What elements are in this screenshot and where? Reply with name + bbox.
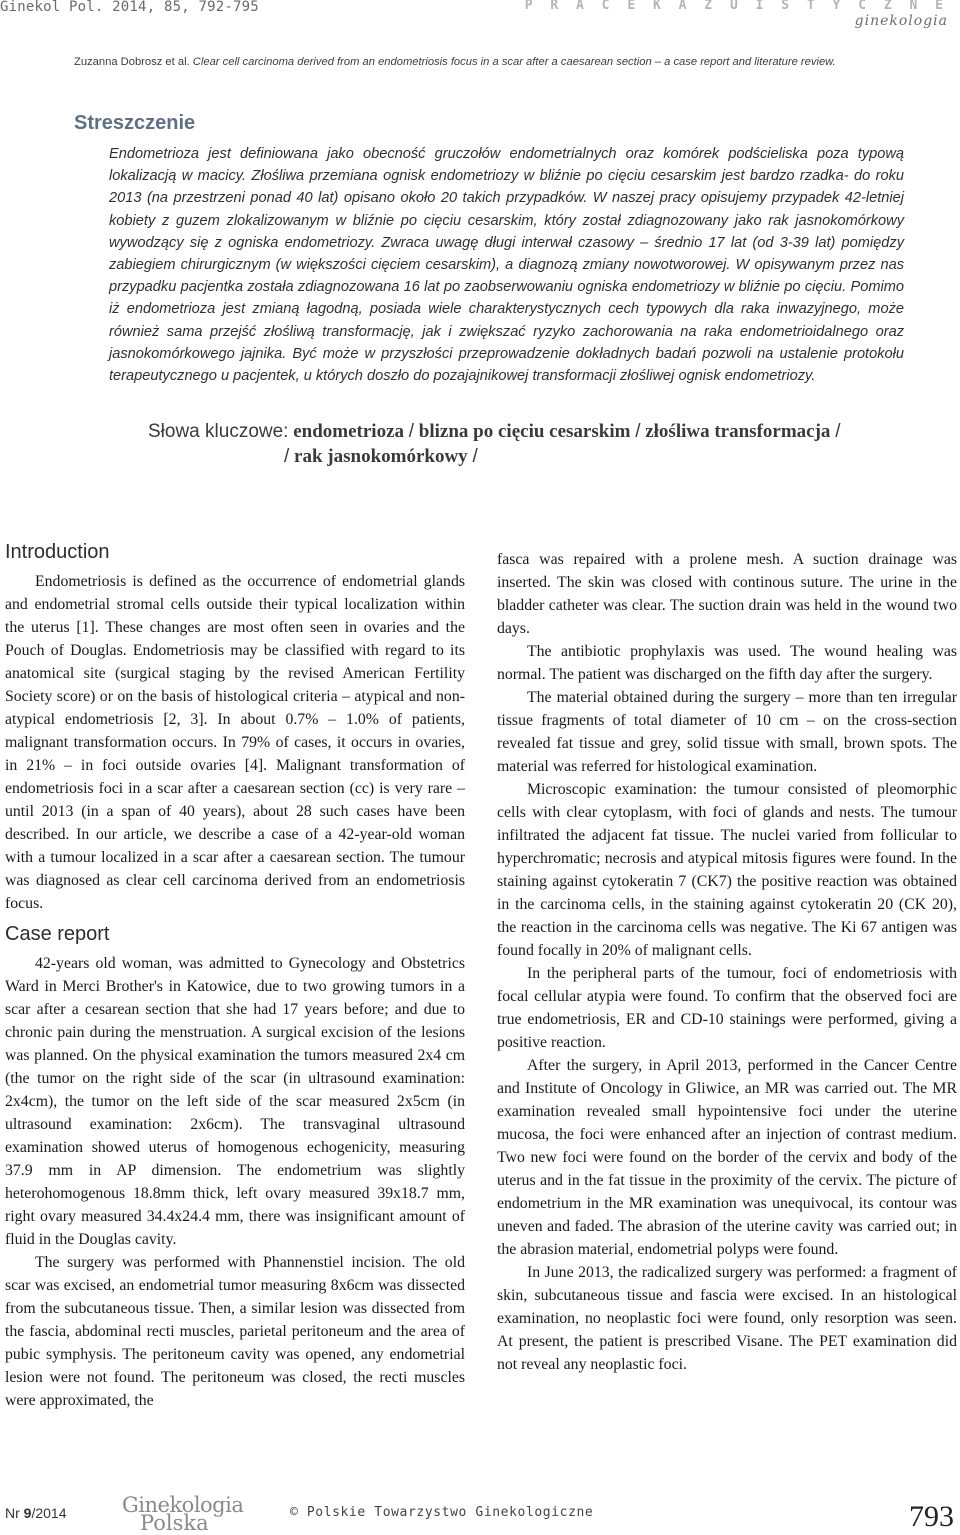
keyword-separator: / (835, 421, 841, 442)
keyword: rak jasnokomórkowy (294, 446, 468, 467)
left-column (5, 541, 465, 1412)
paragraph: In June 2013, the radicalized surgery was performed: a fragment of skin, subcutaneous tissue and fascia were excised. In an histological examination, no neoplastic foci were found, only resorption was seen. At present, the patient is prescribed Visane. The PET examination did not reveal any neoplastic foci. (497, 1264, 957, 1373)
issue-prefix: Nr (5, 1505, 24, 1521)
logo-line-2: Polska (140, 1511, 209, 1535)
keyword-separator: / (472, 446, 478, 467)
introduction-heading: Introduction (5, 541, 110, 563)
citation-title: Clear cell carcinoma derived from an endometriosis focus in a scar after a caesarean section – a case report and literature review. (192, 56, 836, 68)
right-column (497, 548, 957, 1376)
paragraph: The surgery was performed with Phannenstiel incision. The old scar was excised, an endometrial tumor measuring 8x6cm was dissected from the subcutaneous tissue. Then, a similar lesion was dissected from the fascia, abdominal recti muscles, parietal peritoneum and the area of pubic symphysis. The peritoneum cavity was opened, any endometrial lesion were not found. The peritoneum was closed, the recti muscles were approximated, the (5, 1254, 465, 1409)
paragraph: The antibiotic prophylaxis was used. The wound healing was normal. The patient was discharged on the fifth day after the surgery. (497, 643, 957, 683)
logo-line-1: Ginekologia (122, 1493, 244, 1517)
paragraph: After the surgery, in April 2013, performed in the Cancer Centre and Institute of Oncology in Gliwice, an MR was carried out. The MR examination revealed small hypointensive foci under the uterine mucosa, the foci were enhanced after an injection of contrast medium. Two new foci were found on the border of the cervix and body of the uterus and in the fat tissue in the proximity of the cervix. The picture of endometrium in the MR examination was unequivocal, its contour was uneven and faded. The abrasion of the uterine cavity was carried out; in the abrasion material, endometrial polyps were found. (497, 1057, 957, 1258)
journal-logo (122, 1493, 244, 1535)
issue-number (5, 1505, 67, 1521)
paragraph: In the peripheral parts of the tumour, foci of endometriosis with focal cellular atypia were found. To confirm that the observed foci are true endometriosis, ER and CD-10 stainings were performed, giving a positive reaction. (497, 965, 957, 1051)
paragraph: Endometriosis is defined as the occurrence of endometrial glands and endometrial stromal cells outside their typical localization within the uterus [1]. These changes are most often seen in ovaries and the Pouch of Douglas. Endometriosis may be classified with regard to its anatomical site (surgical staging by the revised American Fertility Society score) or on the basis of histological criteria – atypical and non-atypical endometriosis [2, 3]. In about 0.7% – 1.0% of patients, malignant transformation occurs. In 79% of cases, it occurs in ovaries, in 21% – in foci outside ovaries [4]. Malignant transformation of endometriosis foci in a scar after a caesarean section (cc) is very rare – until 2013 (in a span of 40 years), about 28 such cases have been described. In our article, we describe a case of a 42-year-old woman with a tumour localized in a scar after a caesarean section. The tumour was diagnosed as clear cell carcinoma derived from an endometriosis focus. (5, 573, 465, 912)
keyword-separator: / (284, 446, 290, 467)
paragraph: fasca was repaired with a prolene mesh. A suction drainage was inserted. The skin was closed with continous suture. The urine in the bladder catheter was clear. The suction drain was held in the wound two days. (497, 551, 957, 637)
page-number: 793 (909, 1500, 954, 1533)
journal-reference: Ginekol Pol. 2014, 85, 792-795 (0, 0, 259, 15)
citation-authors: Zuzanna Dobrosz et al. (74, 56, 190, 68)
copyright-notice: © Polskie Towarzystwo Ginekologiczne (290, 1505, 594, 1520)
case-report-heading: Case report (5, 923, 110, 945)
keyword: endometrioza (293, 421, 405, 442)
paragraph: The material obtained during the surgery – more than ten irregular tissue fragments of total diameter of 10 cm – on the cross-section revealed fat tissue and grey, solid tissue with small, brown spots. The material was referred for histological examination. (497, 689, 957, 775)
keywords (148, 419, 908, 469)
keyword: blizna po cięciu cesarskim (418, 421, 631, 442)
issue-year: /2014 (31, 1505, 67, 1521)
keyword: złośliwa transformacja (645, 421, 831, 442)
abstract-title: Streszczenie (74, 112, 196, 134)
keyword-separator: / (408, 421, 415, 442)
keyword-separator: / (635, 421, 641, 442)
article-type: P R A C E K A Z U I S T Y C Z N E (524, 0, 948, 13)
paragraph: Microscopic examination: the tumour consisted of pleomorphic cells with clear cytoplasm, with foci of glands and nests. The tumour infiltrated the adjacent fat tissue. The nuclei varied from follicular to hyperchromatic; necrosis and atypical mitosis figures were found. In the staining against cytokeratin 7 (CK7) the positive reaction was obtained in the carcinoma cells, in the staining against cytokeratin 20 (CK 20), the reaction in the carcinoma cells was negative. The Ki 67 antigen was found focally in 20% of malignant cells. (497, 781, 957, 959)
section-label: ginekologia (854, 13, 948, 29)
issue-value: 9 (23, 1505, 32, 1521)
running-citation (74, 56, 954, 68)
keywords-label: Słowa kluczowe: (148, 421, 289, 442)
abstract-text: Endometrioza jest definiowana jako obecność gruczołów endometrialnych oraz komórek podścieliska poza typową lokalizacją w macicy. Złośliwa przemiana ognisk endometriozy w bliźnie po cięciu cesarskim jest bardzo rzadka- do roku 2013 (na przestrzeni ponad 40 lat) opisano około 20 takich przypadków. W naszej pracy opisujemy przypadek 42-letniej kobiety z guzem zlokalizowanym w bliźnie po cięciu cesarskim, który został zdiagnozowany jako rak jasnokomórkowy wywodzący się z ogniska endometriozy. Zwraca uwagę długi interwał czasowy – średnio 17 lat (od 3-39 lat) pomiędzy zabiegiem chirurgicznym (w większości cięciem cesarskim), a diagnozą zmiany nowotworowej. W opisywanym przez nas przypadku pacjentka została zdiagnozowana 16 lat po zaobserwowaniu ogniska endometriozy w bliźnie po cięciu. Pomimo iż endometrioza jest zmianą łagodną, posiada wiele charakterystycznych cech typowych dla raka inwazyjnego, może również sama przejść złośliwą transformację, jak i zwiększać ryzyko zachorowania na raka endometrioidalnego oraz jasnokomórkowego jajnika. Być może w przyszłości przeprowadzenie dokładnych badań pozwoli na ustalenie protokołu terapeutycznego u pacjentek, u których doszło do pozajajnikowej transformacji złośliwej ognisk endometriozy. (109, 146, 904, 385)
paragraph: 42-years old woman, was admitted to Gynecology and Obstetrics Ward in Merci Brother's in Katowice, due to two growing tumors in a scar after a cesarean section that she had 17 years before; and due to chronic pain during the menstruation. A surgical excision of the lesions was planned. On the physical examination the tumors measured 2x4 cm (the tumor on the right side of the scar (in ultrasound examination: 2x4cm), the tumor on the left side of the scar measured 2x5cm (in ultrasound examination: 2x6cm). The transvaginal ultrasound examination showed uterus of homogenous echogenicity, measuring 37.9 mm in AP dimension. The endometrium was slightly heterohomogenous 18.8mm thick, left ovary measured 39x18.7 mm, right ovary measured 34.4x24.4 mm, there was insignificant amount of fluid in the Douglas cavity. (5, 955, 465, 1248)
